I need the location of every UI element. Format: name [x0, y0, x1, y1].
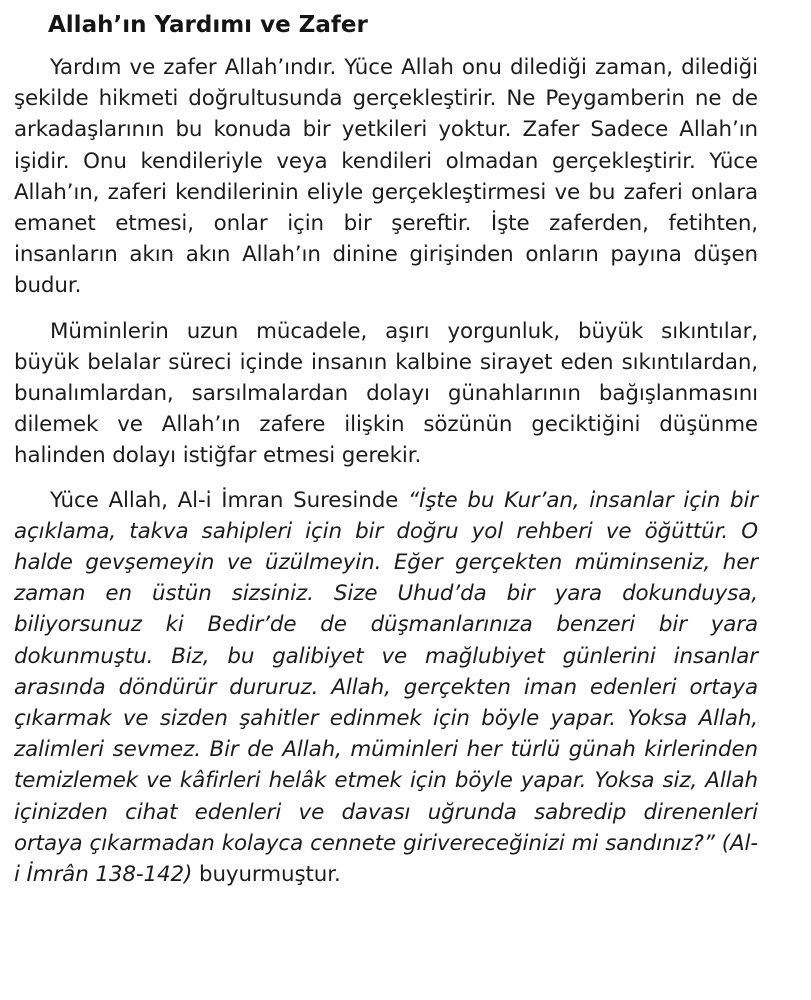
paragraph-victory-belongs-to-allah: Yardım ve zafer Allah’ındır. Yüce Allah onu dilediği zaman, dilediği şekilde hikmeti doğrultusunda gerçekleştirir. Ne Peygamberin ne de arkadaşlarının bu konuda bir yetkileri yoktur. Zafer Sadece Allah’ın işidir. Onu kendileriyle veya kendileri olmadan gerçekleştirir. Yüce Allah’ın, zaferi kendilerinin eliyle gerçekleştirmesi ve bu zaferi onlara emanet etmesi, onlar için bir şereftir. İşte zaferden, fetihten, insanların akın akın Allah’ın dinine girişinden onların payına düşen budur. — [14, 55, 758, 299]
paragraph-al-imran-quote — [14, 485, 758, 891]
verse-quote: “İşte bu Kur’an, insanlar için bir açıklama, takva sahipleri için bir doğru yol rehberi ve öğüttür. O halde gevşemeyin ve üzülmeyin. Eğer gerçekten müminseniz, her zaman en üstün sizsiniz. Size Uhud’da bir yara dokunduysa, biliyorsunuz ki Bedir’de de düşmanlarınıza benzeri bir yara dokunmuştu. Biz, bu galibiyet ve mağlubiyet günlerini insanlar arasında döndürür dururuz. Allah, gerçekten iman edenleri ortaya çıkarmak ve sizden şahitler edinmek için böyle yapar. Yoksa Allah, zalimleri sevmez. Bir de Allah, müminleri her türlü günah kirlerinden temizlemek ve kâfirleri helâk etmek için böyle yapar. Yoksa siz, Allah içinizden cihat edenleri ve davası uğrunda sabredip direnenleri ortaya çıkarmadan kolayca cennete girivereceğinizi mi sandınız?” — [14, 487, 758, 856]
paragraph-istighfar: Müminlerin uzun mücadele, aşırı yorgunluk, büyük sıkıntılar, büyük belalar süreci içinde insanın kalbine sirayet eden sıkıntılardan, bunalımlardan, sarsılmalardan dolayı günahlarının bağışlanmasını dilemek ve Allah’ın zafere ilişkin sözünün geciktiğini düşünme halinden dolayı istiğfar etmesi gerekir. — [14, 318, 758, 469]
verse-reference: (Al-i İmrân 138-142) — [14, 830, 758, 888]
document-page — [14, 8, 758, 903]
quote-outro: buyurmuştur. — [192, 862, 341, 888]
quote-intro: Yüce Allah, Al-i İmran Suresinde — [50, 487, 409, 513]
section-title: Allah’ın Yardımı ve Zafer — [48, 12, 368, 38]
